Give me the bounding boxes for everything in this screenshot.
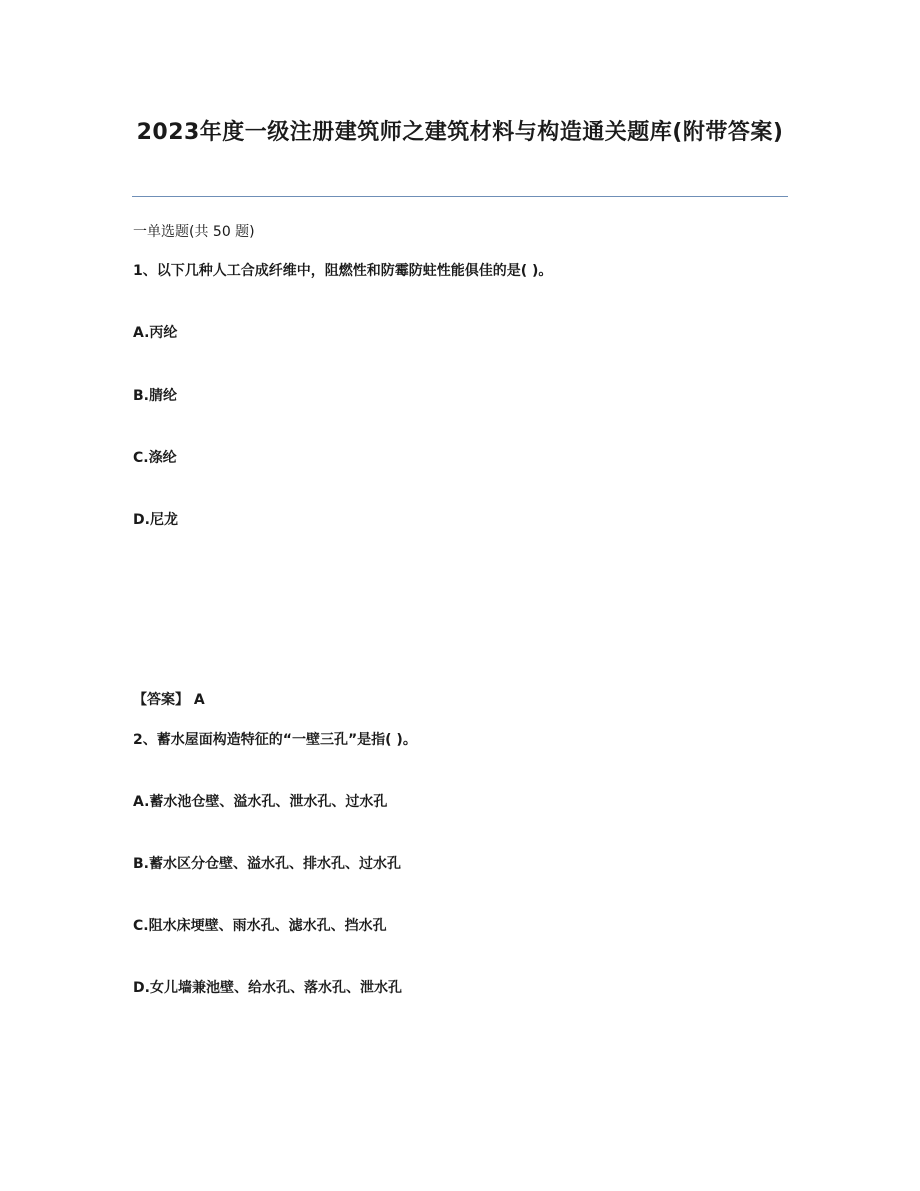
- question-1-text: 1、以下几种人工合成纤维中，阻燃性和防霉防蛀性能俱佳的是( )。: [133, 263, 553, 279]
- question-1-option-b: B.腈纶: [133, 388, 177, 404]
- question-2-option-a: A.蓄水池仓壁、溢水孔、泄水孔、过水孔: [133, 794, 388, 810]
- title-divider: [132, 196, 788, 197]
- question-1-option-d: D.尼龙: [133, 512, 178, 528]
- question-2-option-c: C.阻水床埂壁、雨水孔、滤水孔、挡水孔: [133, 918, 387, 934]
- question-2-text: 2、蓄水屋面构造特征的“一壁三孔”是指( )。: [133, 732, 417, 748]
- question-2-option-b: B.蓄水区分仓壁、溢水孔、排水孔、过水孔: [133, 856, 401, 872]
- question-2-option-d: D.女儿墙兼池壁、给水孔、落水孔、泄水孔: [133, 980, 402, 996]
- document-title: 2023年度一级注册建筑师之建筑材料与构造通关题库(附带答案): [136, 120, 784, 145]
- question-1-answer: 【答案】 A: [133, 692, 205, 708]
- section-heading: 一单选题(共 50 题): [133, 224, 255, 240]
- question-1-option-c: C.涤纶: [133, 450, 177, 466]
- question-1-option-a: A.丙纶: [133, 325, 178, 341]
